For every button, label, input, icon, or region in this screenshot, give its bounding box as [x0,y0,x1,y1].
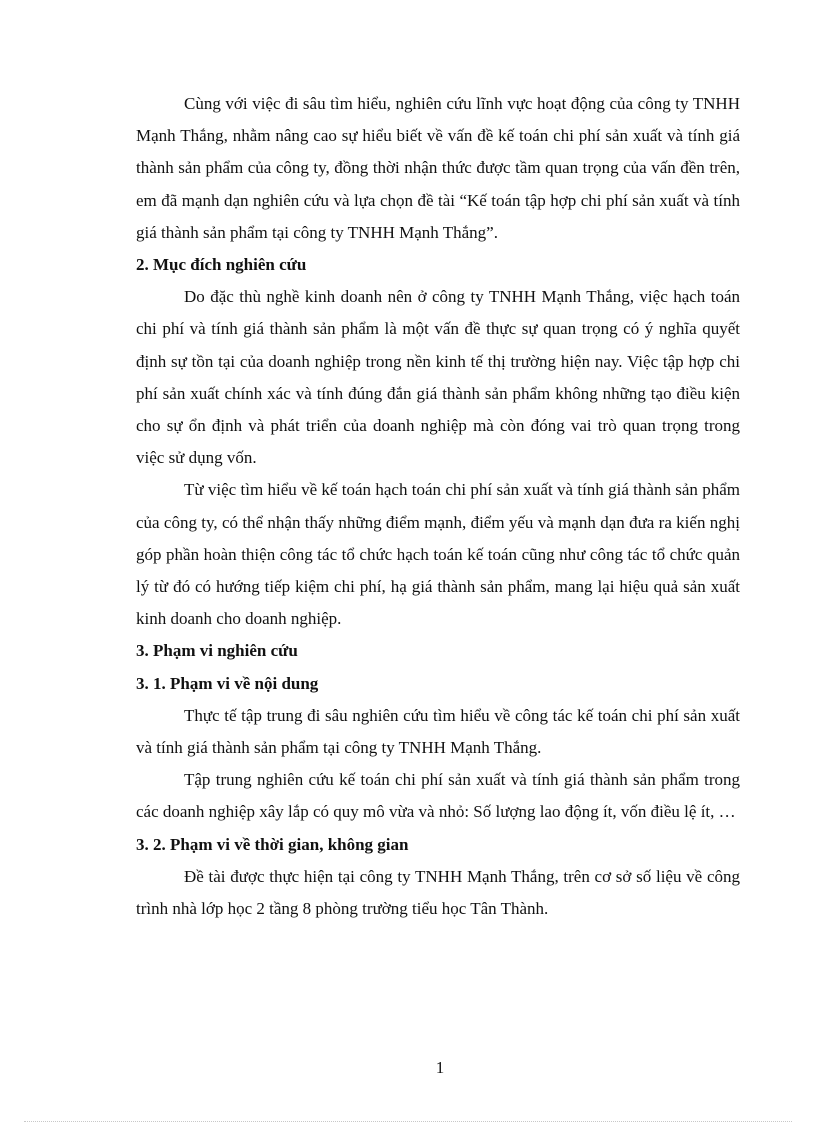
content-scope-paragraph-2: Tập trung nghiên cứu kế toán chi phí sản xuất và tính giá thành sản phẩm trong các doanh nghiệp xây lắp có quy mô vừa và nhỏ: Số lượng lao động ít, vốn điều lệ ít, … [136,770,740,822]
section-heading-purpose: 2. Mục đích nghiên cứu [136,255,307,275]
page-number: 1 [435,1058,445,1077]
time-space-scope-paragraph: Đề tài được thực hiện tại công ty TNHH Mạnh Thắng, trên cơ sở số liệu về công trình nhà lớp học 2 tầng 8 phòng trường tiểu học Tân Thành. [136,866,740,919]
purpose-paragraph-2: Từ việc tìm hiểu về kế toán hạch toán chi phí sản xuất và tính giá thành sản phẩm của công ty, có thể nhận thấy những điểm mạnh, điểm yếu và mạnh dạn đưa ra kiến nghị góp phần hoàn thiện công tác tổ chức hạch toán kế toán cũng như công tác tổ chức quản lý từ đó có hướng tiếp kiệm chi phí, hạ giá thành sản phẩm, mang lại hiệu quả sản xuất kinh doanh cho doanh nghiệp. [136,480,740,629]
footer-divider [24,1121,792,1122]
document-body [136,88,740,925]
section-heading-scope: 3. Phạm vi nghiên cứu [136,641,298,661]
intro-paragraph: Cùng với việc đi sâu tìm hiểu, nghiên cứu lĩnh vực hoạt động của công ty TNHH Mạnh Thắng, nhằm nâng cao sự hiểu biết về vấn đề kế toán chi phí sản xuất và tính giá thành sản phẩm của công ty, đồng thời nhận thức được tầm quan trọng của vấn đền trên, em đã mạnh dạn nghiên cứu và lựa chọn đề tài “Kế toán tập hợp chi phí sản xuất và tính giá thành sản phẩm tại công ty TNHH Mạnh Thắng”. [136,94,740,242]
purpose-paragraph-1: Do đặc thù nghề kinh doanh nên ở công ty TNHH Mạnh Thắng, việc hạch toán chi phí và tính giá thành sản phẩm là một vấn đề thực sự quan trọng có ý nghĩa quyết định sự tồn tại của doanh nghiệp trong nền kinh tế thị trường hiện nay. Việc tập hợp chi phí sản xuất chính xác và tính đúng đắn giá thành sản phẩm không những tạo điều kiện cho sự ổn định và phát triển của doanh nghiệp mà còn đóng vai trò quan trọng trong việc sử dụng vốn. [136,287,740,468]
content-scope-paragraph-1: Thực tế tập trung đi sâu nghiên cứu tìm hiểu về công tác kế toán chi phí sản xuất và tính giá thành sản phẩm tại công ty TNHH Mạnh Thắng. [136,705,740,758]
subsection-heading-content-scope: 3. 1. Phạm vi về nội dung [136,673,319,693]
subsection-heading-time-space-scope: 3. 2. Phạm vi về thời gian, không gian [136,834,409,854]
